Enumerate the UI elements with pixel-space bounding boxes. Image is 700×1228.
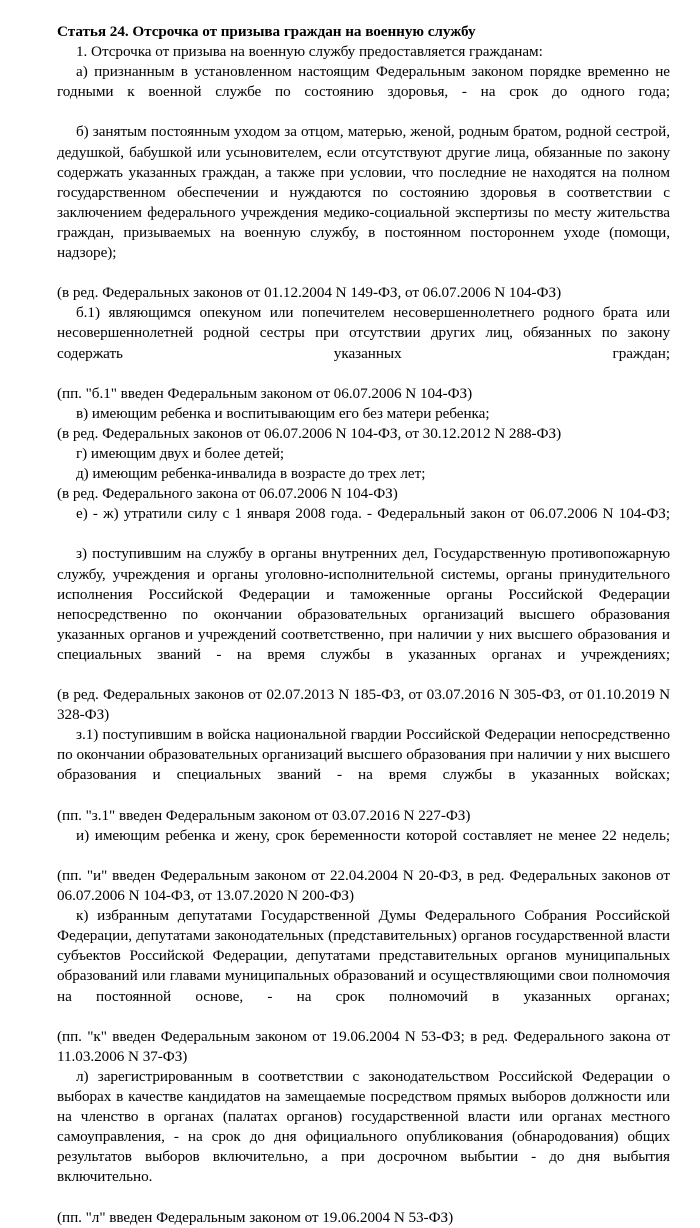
clause-paragraph: з) поступившим на службу в органы внутренних дел, Государственную противопожарную службу, учреждения и органы уголовно-исполнительной системы, органы принудительного исполнения Российской Федерации и таможенные органы Российской Федерации непосредственно по окончании образовательных организаций высшего образования указанных органов и учреждений соответственно, при наличии у них высшего образования и специальных званий - на время службы в указанных органах и учреждениях; bbox=[57, 545, 670, 663]
clause-paragraph: а) признанным в установленном настоящим Федеральным законом порядке временно не годными к военной службе по состоянию здоровья, - на срок до одного года; bbox=[57, 63, 670, 101]
editorial-note: (в ред. Федерального закона от 06.07.2006 N 104-ФЗ) bbox=[57, 485, 398, 503]
document-body bbox=[57, 42, 670, 1228]
editorial-note: (пп. "к" введен Федеральным законом от 19.06.2004 N 53-ФЗ; в ред. Федерального закона от 11.03.2006 N 37-ФЗ) bbox=[57, 1027, 670, 1065]
clause-paragraph: г) имеющим двух и более детей; bbox=[76, 444, 285, 462]
page-title: Статья 24. Отсрочка от призыва граждан на военную службу bbox=[57, 23, 476, 40]
clause-paragraph: к) избранным депутатами Государственной Думы Федерального Собрания Российской Федерации, депутатами законодательных (представительных) органов государственной власти субъектов Российской Федерации, депутатами представительных органов муниципальных образований или главами муниципальных образований и осуществляющими свои полномочия на постоянной основе, - на срок полномочий в указанных органах; bbox=[57, 907, 670, 1005]
clause-paragraph: д) имеющим ребенка-инвалида в возрасте до трех лет; bbox=[76, 465, 426, 483]
editorial-note: (пп. "и" введен Федеральным законом от 22.04.2004 N 20-ФЗ, в ред. Федеральных законов от 06.07.2006 N 104-ФЗ, от 13.07.2020 N 200-ФЗ) bbox=[57, 866, 670, 905]
clause-paragraph: и) имеющим ребенка и жену, срок беременности которой составляет не менее 22 недель; bbox=[76, 826, 670, 844]
editorial-note: (в ред. Федеральных законов от 06.07.2006 N 104-ФЗ, от 30.12.2012 N 288-ФЗ) bbox=[57, 424, 562, 442]
editorial-note: (пп. "л" введен Федеральным законом от 19.06.2004 N 53-ФЗ) bbox=[57, 1208, 454, 1226]
editorial-note: (пп. "б.1" введен Федеральным законом от 06.07.2006 N 104-ФЗ) bbox=[57, 384, 473, 402]
clause-paragraph: б) занятым постоянным уходом за отцом, матерью, женой, родным братом, родной сестрой, дедушкой, бабушкой или усыновителем, если отсутствуют другие лица, обязанные по закону содержать указанных граждан, а также при условии, что последние не находятся на полном государственном обеспечении и нуждаются по состоянию здоровья в соответствии с заключением федерального учреждения медико-социальной экспертизы по месту жительства граждан, призываемых на военную службу, в постоянном постороннем уходе (помощи, надзоре); bbox=[57, 123, 670, 262]
clause-paragraph: в) имеющим ребенка и воспитывающим его без матери ребенка; bbox=[76, 404, 490, 422]
clause-paragraph: л) зарегистрированным в соответствии с законодательством Российской Федерации о выборах в качестве кандидатов на замещаемые посредством прямых выборов должности или на членство в органах (палатах органов) государственной власти или органах местного самоуправления, - на срок до дня официального опубликования (обнародования) общих результатов выборов включительно, а при досрочном выбытии - до дня выбытия включительно. bbox=[57, 1067, 670, 1186]
editorial-note: (в ред. Федеральных законов от 01.12.2004 N 149-ФЗ, от 06.07.2006 N 104-ФЗ) bbox=[57, 284, 562, 302]
clause-paragraph: б.1) являющимся опекуном или попечителем несовершеннолетнего родного брата или несовершеннолетней родной сестры при отсутствии других лиц, обязанных по закону содержать указанных граждан; bbox=[57, 304, 670, 362]
editorial-note: (в ред. Федеральных законов от 02.07.2013 N 185-ФЗ, от 03.07.2016 N 305-ФЗ, от 01.10.2019 N 328-ФЗ) bbox=[57, 686, 670, 724]
clause-paragraph: е) - ж) утратили силу с 1 января 2008 года. - Федеральный закон от 06.07.2006 N 104-ФЗ; bbox=[76, 505, 670, 523]
clause-paragraph: 1. Отсрочка от призыва на военную службу предоставляется гражданам: bbox=[76, 43, 543, 61]
editorial-note: (пп. "з.1" введен Федеральным законом от 03.07.2016 N 227-ФЗ) bbox=[57, 806, 471, 824]
clause-paragraph: з.1) поступившим в войска национальной гвардии Российской Федерации непосредственно по окончании образовательных организаций высшего образования при наличии у них высшего образования и специальных званий - на время службы в указанных войсках; bbox=[57, 726, 670, 784]
